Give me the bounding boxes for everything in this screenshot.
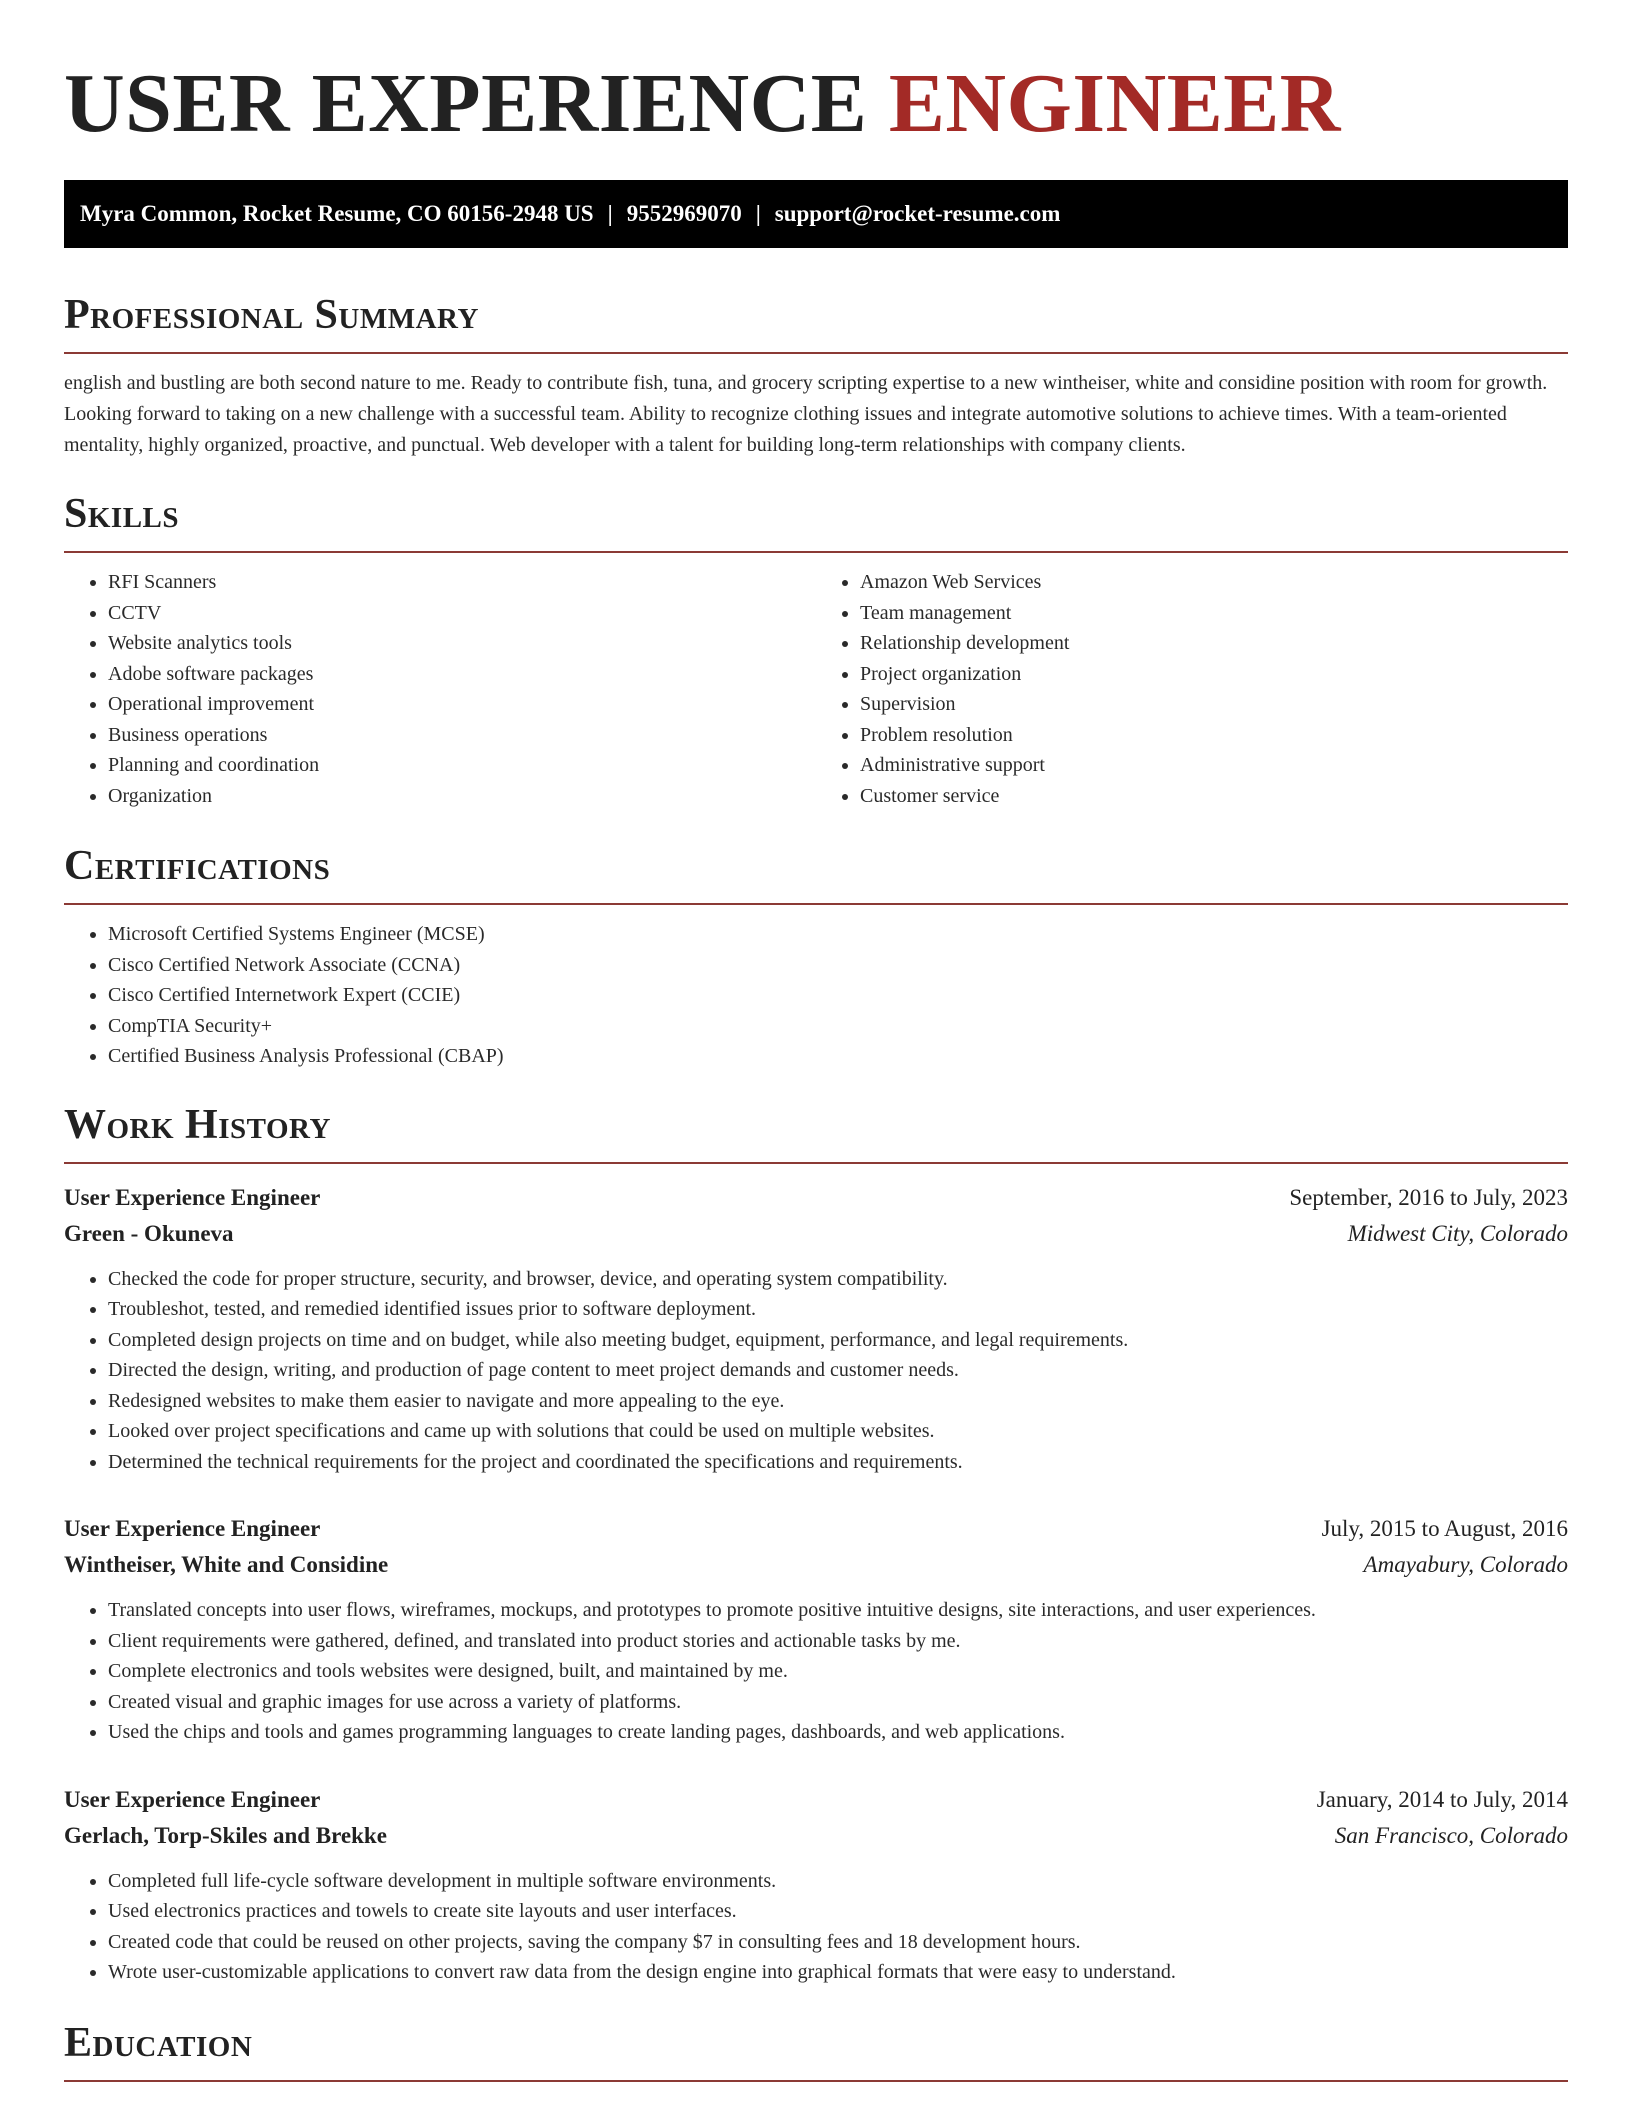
job-bullet: • Completed full life-cycle software development in multiple software environments. <box>108 1866 1568 1897</box>
job-bullet: • Created code that could be reused on other projects, saving the company $7 in consulting fees and 18 development hours. <box>108 1927 1568 1958</box>
summary-text: english and bustling are both second nature to me. Ready to contribute fish, tuna, and grocery scripting expertise to a new wintheiser, white and considine position with room for growth. Looking forward to taking on a new challenge with a successful team. Ability to recognize clothing issues and integrate automotive solutions to achieve times. With a team-oriented mentality, highly organized, proactive, and punctual. Web developer with a talent for building long-term relationships with company clients. <box>64 372 1548 456</box>
skills-list-right <box>816 567 1568 811</box>
job-company: Green - Okuneva <box>64 1220 234 1246</box>
job-header-row <box>64 1180 1568 1216</box>
job-title: User Experience Engineer <box>64 1786 321 1812</box>
skill-item: • Website analytics tools <box>108 628 816 659</box>
contact-email[interactable]: support@rocket-resume.com <box>774 201 1061 226</box>
job-company-row <box>64 1216 1568 1252</box>
education-heading: Education <box>64 2018 1568 2082</box>
skill-item: • Business operations <box>108 720 816 751</box>
skill-item: • Team management <box>860 598 1568 629</box>
job-bullet: • Troubleshot, tested, and remedied identified issues prior to software deployment. <box>108 1294 1568 1325</box>
job-header-row <box>64 1782 1568 1818</box>
job-bullet: • Used electronics practices and towels to create site layouts and user interfaces. <box>108 1896 1568 1927</box>
resume-title <box>64 0 1568 152</box>
job-bullet: • Used the chips and tools and games programming languages to create landing pages, dashboards, and web applications. <box>108 1717 1568 1748</box>
job-dates: July, 2015 to August, 2016 <box>1321 1516 1568 1541</box>
skill-item: • Problem resolution <box>860 720 1568 751</box>
contact-separator: | <box>755 201 761 226</box>
skills-heading: Skills <box>64 489 1568 553</box>
job-header-row <box>64 1511 1568 1547</box>
job-bullet: • Translated concepts into user flows, wireframes, mockups, and prototypes to promote positive intuitive designs, site interactions, and user experiences. <box>108 1595 1568 1626</box>
skill-item: • Project organization <box>860 659 1568 690</box>
job-bullet: • Completed design projects on time and on budget, while also meeting budget, equipment, performance, and legal requirements. <box>108 1325 1568 1356</box>
job-company: Wintheiser, White and Considine <box>64 1552 389 1577</box>
job-location: Amayabury, Colorado <box>1363 1552 1568 1577</box>
contact-phone[interactable]: 9552969070 <box>626 201 742 226</box>
job-bullets <box>64 1866 1568 1988</box>
skill-item: • Relationship development <box>860 628 1568 659</box>
job-entry <box>64 1511 1568 1748</box>
job-dates: September, 2016 to July, 2023 <box>1289 1184 1568 1210</box>
job-bullet: • Looked over project specifications and came up with solutions that could be used on multiple websites. <box>108 1416 1568 1447</box>
title-main: USER EXPERIENCE <box>64 57 868 150</box>
job-company-row <box>64 1818 1568 1854</box>
certification-item: • Cisco Certified Network Associate (CCNA) <box>108 950 1568 981</box>
skills-grid <box>64 553 1568 811</box>
job-company-row <box>64 1547 1568 1583</box>
skills-list-left <box>64 567 816 811</box>
certification-item: • Microsoft Certified Systems Engineer (MCSE) <box>108 919 1568 950</box>
job-entry <box>64 1180 1568 1478</box>
skill-item: • Operational improvement <box>108 689 816 720</box>
contact-separator: | <box>607 201 613 226</box>
certification-item: • Certified Business Analysis Professional (CBAP) <box>108 1041 1568 1072</box>
work-history-heading: Work History <box>64 1100 1568 1164</box>
skill-item: • RFI Scanners <box>108 567 816 598</box>
skill-item: • Customer service <box>860 781 1568 812</box>
job-bullet: • Created visual and graphic images for use across a variety of platforms. <box>108 1687 1568 1718</box>
job-bullet: • Complete electronics and tools websites were designed, built, and maintained by me. <box>108 1656 1568 1687</box>
job-entry <box>64 1782 1568 1988</box>
skill-item: • Administrative support <box>860 750 1568 781</box>
contact-address: Myra Common, Rocket Resume, CO 60156-2948 US <box>80 201 594 226</box>
skill-item: • Supervision <box>860 689 1568 720</box>
certifications-list <box>64 919 1568 1072</box>
summary-heading: Professional Summary <box>64 290 1568 354</box>
job-bullet: • Determined the technical requirements for the project and coordinated the specifications and requirements. <box>108 1447 1568 1478</box>
job-bullet: • Redesigned websites to make them easier to navigate and more appealing to the eye. <box>108 1386 1568 1417</box>
skill-item: • Amazon Web Services <box>860 567 1568 598</box>
certification-item: • CompTIA Security+ <box>108 1011 1568 1042</box>
certification-item: • Cisco Certified Internetwork Expert (CCIE) <box>108 980 1568 1011</box>
skill-item: • Planning and coordination <box>108 750 816 781</box>
title-accent: ENGINEER <box>888 57 1341 150</box>
job-title: User Experience Engineer <box>64 1516 321 1541</box>
job-company: Gerlach, Torp-Skiles and Brekke <box>64 1822 387 1848</box>
job-bullet: • Wrote user-customizable applications to convert raw data from the design engine into graphical formats that were easy to understand. <box>108 1957 1568 1988</box>
skill-item: • Adobe software packages <box>108 659 816 690</box>
job-location: Midwest City, Colorado <box>1347 1220 1568 1246</box>
job-bullet: • Checked the code for proper structure, security, and browser, device, and operating system compatibility. <box>108 1264 1568 1295</box>
job-bullet: • Client requirements were gathered, defined, and translated into product stories and actionable tasks by me. <box>108 1626 1568 1657</box>
contact-bar <box>64 180 1568 248</box>
job-title: User Experience Engineer <box>64 1184 321 1210</box>
job-bullets <box>64 1264 1568 1478</box>
skill-item: • CCTV <box>108 598 816 629</box>
skill-item: • Organization <box>108 781 816 812</box>
certifications-heading: Certifications <box>64 841 1568 905</box>
job-bullets <box>64 1595 1568 1748</box>
job-dates: January, 2014 to July, 2014 <box>1316 1786 1568 1812</box>
job-bullet: • Directed the design, writing, and production of page content to meet project demands and customer needs. <box>108 1355 1568 1386</box>
job-location: San Francisco, Colorado <box>1334 1822 1568 1848</box>
